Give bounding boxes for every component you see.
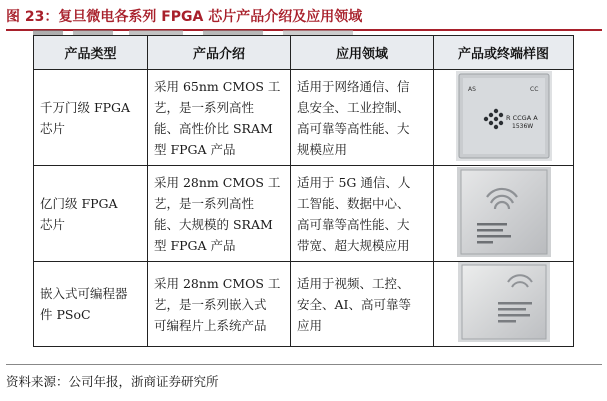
fpga-chip-28nm-icon (457, 167, 551, 257)
header-application: 应用领域 (291, 36, 434, 70)
chip-marking-line1: R CCGA A (505, 113, 538, 122)
product-type-cell: 嵌入式可编程器 件 PSoC (34, 262, 148, 347)
sample-image-cell (434, 262, 574, 347)
application-cell: 适用于 5G 通信、人 工智能、数据中心、 高可靠等高性能、大 带宽、超大规模应用 (291, 166, 434, 262)
header-sample-image: 产品或终端样图 (434, 36, 574, 70)
application-cell: 适用于视频、工控、 安全、AI、高可靠等 应用 (291, 262, 434, 347)
table-row (34, 166, 574, 262)
chip-marking-tl: AS (467, 85, 476, 93)
footer-divider (6, 364, 602, 365)
psoc-chip-icon (458, 262, 550, 342)
product-intro-cell: 采用 65nm CMOS 工 艺，是一系列高性 能、高性价比 SRAM 型 FPGA 产品 (148, 70, 291, 166)
table-header-row (34, 36, 574, 70)
header-product-type: 产品类型 (34, 36, 148, 70)
table-row (34, 70, 574, 166)
product-type-cell: 千万门级 FPGA 芯片 (34, 70, 148, 166)
application-cell: 适用于网络通信、信 息安全、工业控制、 高可靠等高性能、大 规模应用 (291, 70, 434, 166)
figure-title: 图 23：复旦微电各系列 FPGA 芯片产品介绍及应用领域 (6, 9, 363, 25)
source-note: 资料来源：公司年报，浙商证券研究所 (6, 374, 219, 389)
table-row (34, 262, 574, 347)
product-intro-cell: 采用 28nm CMOS 工 艺，是一系列高性 能、大规模的 SRAM 型 FPGA 产品 (148, 166, 291, 262)
product-type-cell: 亿门级 FPGA 芯片 (34, 166, 148, 262)
product-intro-cell: 采用 28nm CMOS 工 艺，是一系列嵌入式 可编程片上系统产品 (148, 262, 291, 347)
chip-marking-line2: 1536W (511, 122, 533, 130)
sample-image-cell (434, 166, 574, 262)
fpga-chip-65nm-icon (456, 71, 552, 161)
sample-image-cell (434, 70, 574, 166)
product-table (33, 35, 574, 347)
header-product-intro: 产品介绍 (148, 36, 291, 70)
chip-marking-tr: CC (529, 85, 538, 93)
